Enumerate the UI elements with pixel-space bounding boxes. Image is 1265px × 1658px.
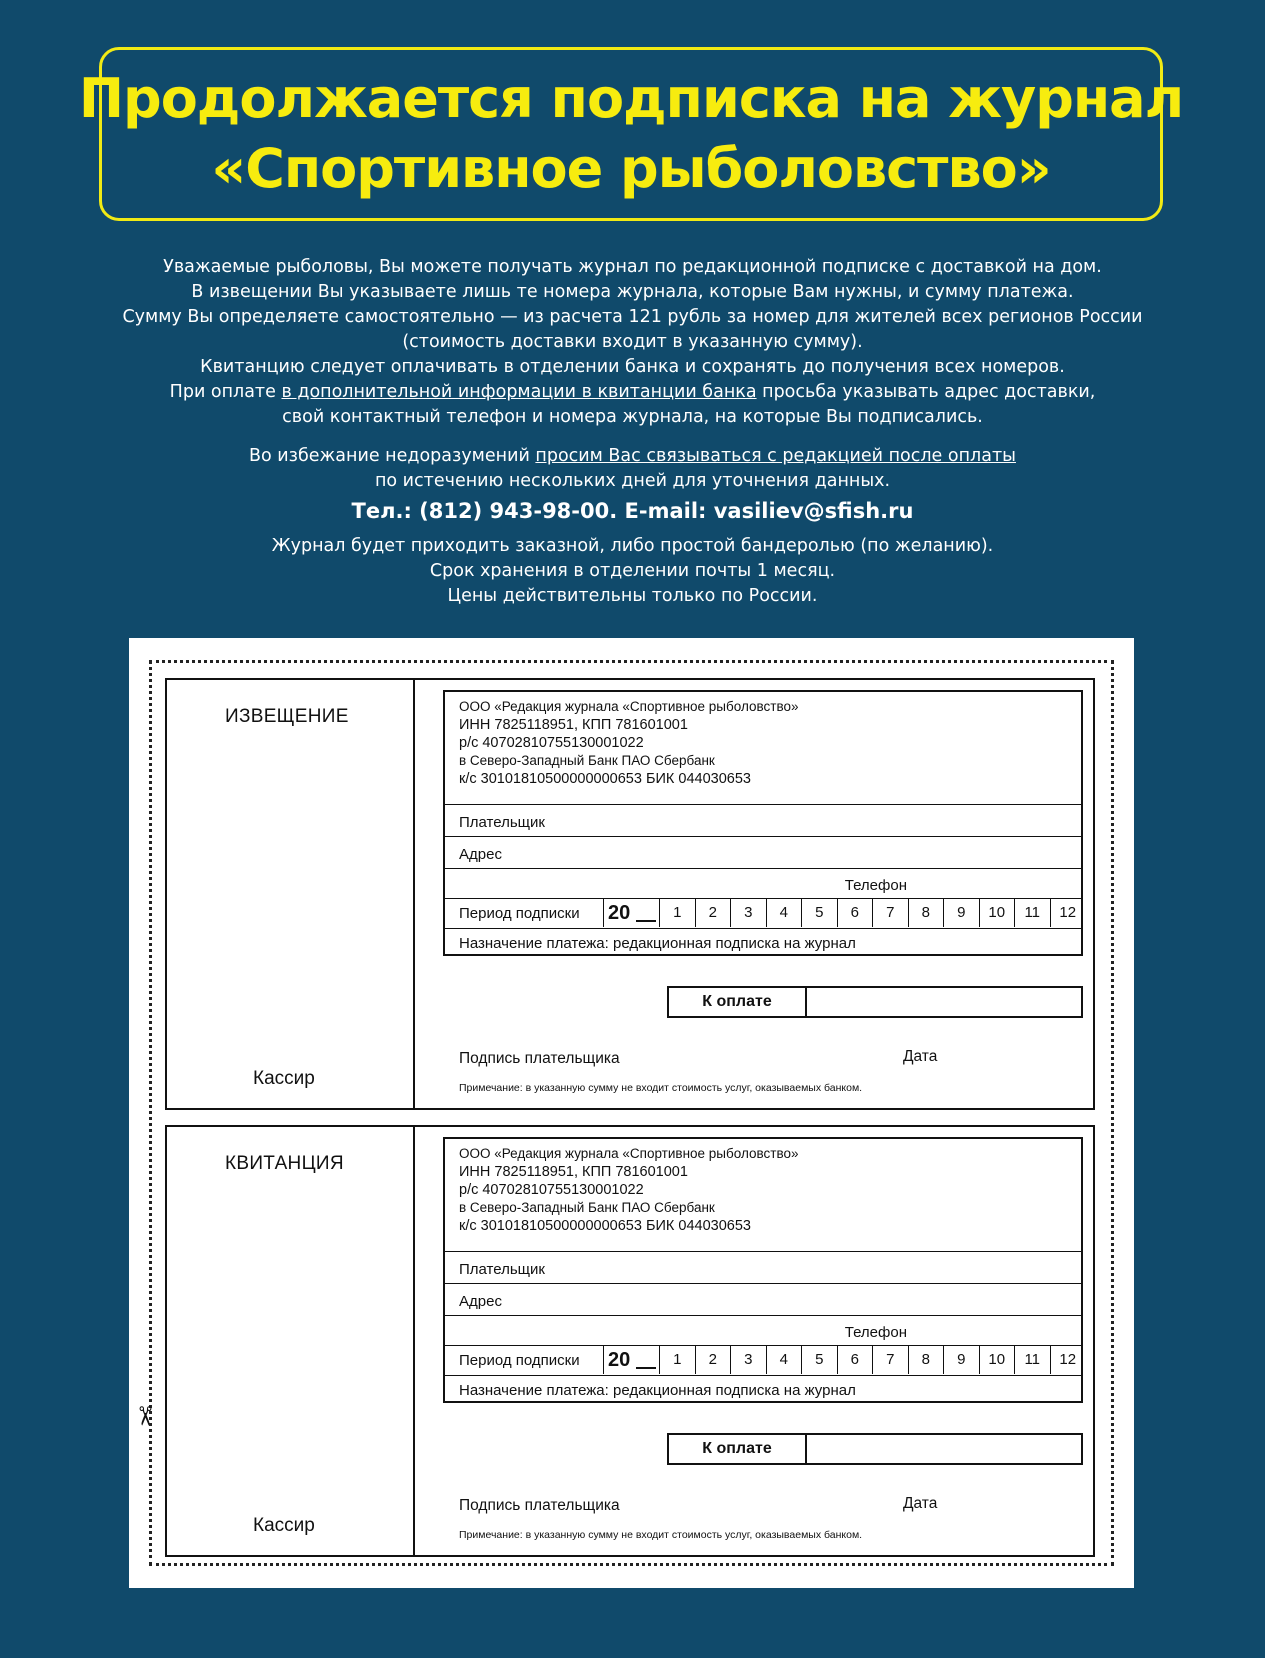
amount-box[interactable]: [667, 1433, 1083, 1465]
period-label: Период подписки: [459, 1352, 580, 1369]
month-cell-3[interactable]: 3: [730, 899, 766, 927]
notice-blank: [165, 678, 1095, 1110]
payment-details: [443, 1137, 1083, 1403]
intro-paragraph: Срок хранения в отделении почты 1 месяц.: [429, 561, 836, 581]
year-prefix: 20: [608, 902, 631, 924]
date-label: Дата: [903, 1048, 938, 1065]
intro-paragraph: Цены действительны только по России.: [447, 586, 818, 606]
intro-paragraph: свой контактный телефон и номера журнала, на которые Вы подписались.: [282, 407, 983, 427]
bank-line: р/с 40702810755130001022: [459, 735, 644, 751]
month-cell-1[interactable]: 1: [659, 899, 695, 927]
month-cell-12[interactable]: 12: [1050, 899, 1086, 927]
bank-line: ООО «Редакция журнала «Спортивное рыболовство»: [459, 1146, 799, 1161]
month-cell-5[interactable]: 5: [801, 899, 837, 927]
month-cell-7[interactable]: 7: [872, 899, 908, 927]
year-field[interactable]: [603, 899, 659, 927]
month-cell-6[interactable]: 6: [837, 899, 873, 927]
month-cell-4[interactable]: 4: [766, 1346, 802, 1374]
payer-label: Плательщик: [459, 1261, 545, 1278]
purpose-row: [445, 928, 1081, 958]
month-cell-12[interactable]: 12: [1050, 1346, 1086, 1374]
purpose-row: [445, 1375, 1081, 1405]
receipt-blank: [165, 1125, 1095, 1557]
bank-line: в Северо-Западный Банк ПАО Сбербанк: [459, 753, 715, 768]
address-field[interactable]: [445, 1283, 1081, 1315]
phone-label: Телефон: [844, 877, 907, 894]
period-row: [445, 898, 1081, 928]
intro-text-part: Во избежание недоразумений: [249, 446, 536, 466]
amount-label: К оплате: [669, 1435, 807, 1463]
period-label: Период подписки: [459, 905, 580, 922]
bank-requisites: [459, 698, 798, 788]
intro-paragraph: Журнал будет приходить заказной, либо простой бандеролью (по желанию).: [271, 536, 994, 556]
intro-paragraph: В извещении Вы указываете лишь те номера журнала, которые Вам нужны, и сумму платежа.: [191, 282, 1074, 302]
payer-label: Плательщик: [459, 814, 545, 831]
month-cell-6[interactable]: 6: [837, 1346, 873, 1374]
bank-info-note: в дополнительной информации в квитанции банка: [281, 382, 757, 402]
month-cell-11[interactable]: 11: [1014, 899, 1050, 927]
month-cell-8[interactable]: 8: [908, 899, 944, 927]
headline-box: [78, 47, 1184, 221]
month-cell-3[interactable]: 3: [730, 1346, 766, 1374]
month-cell-10[interactable]: 10: [979, 899, 1015, 927]
month-cell-9[interactable]: 9: [943, 899, 979, 927]
month-cell-10[interactable]: 10: [979, 1346, 1015, 1374]
signature-label: Подпись плательщика: [459, 1050, 620, 1067]
amount-label: К оплате: [669, 988, 807, 1016]
month-cell-11[interactable]: 11: [1014, 1346, 1050, 1374]
bank-line: ООО «Редакция журнала «Спортивное рыболовство»: [459, 699, 799, 714]
intro-paragraph: по истечению нескольких дней для уточнения данных.: [374, 471, 891, 491]
amount-box[interactable]: [667, 986, 1083, 1018]
date-label: Дата: [903, 1495, 938, 1512]
notice-title: ИЗВЕЩЕНИЕ: [225, 706, 349, 727]
bank-line: к/с 30101810500000000653 БИК 044030653: [459, 771, 751, 787]
bank-line: к/с 30101810500000000653 БИК 044030653: [459, 1218, 751, 1234]
payer-field[interactable]: [445, 1251, 1081, 1283]
intro-text-part: При оплате: [169, 382, 282, 402]
month-cell-2[interactable]: 2: [695, 899, 731, 927]
headline-line-2: «Спортивное рыболовство»: [211, 137, 1051, 200]
notice-left-column: [167, 680, 415, 1108]
bank-line: в Северо-Западный Банк ПАО Сбербанк: [459, 1200, 715, 1215]
address-field[interactable]: [445, 836, 1081, 868]
payment-form-sheet: [129, 638, 1134, 1588]
intro-paragraph: [40, 380, 1225, 405]
bank-line: ИНН 7825118951, КПП 781601001: [459, 717, 688, 733]
month-cell-4[interactable]: 4: [766, 899, 802, 927]
payer-field[interactable]: [445, 804, 1081, 836]
note-text: Примечание: в указанную сумму не входит стоимость услуг, оказываемых банком.: [459, 1082, 863, 1094]
phone-label: Телефон: [844, 1324, 907, 1341]
phone-field[interactable]: [445, 1315, 1081, 1345]
receipt-left-column: [167, 1127, 415, 1555]
month-cell-2[interactable]: 2: [695, 1346, 731, 1374]
month-cell-8[interactable]: 8: [908, 1346, 944, 1374]
intro-paragraph: [40, 444, 1225, 469]
headline-line-1: Продолжается подписка на журнал: [78, 67, 1184, 130]
bank-line: р/с 40702810755130001022: [459, 1182, 644, 1198]
cashier-label: Кассир: [253, 1068, 315, 1089]
receipt-title: КВИТАНЦИЯ: [225, 1153, 344, 1174]
month-cell-7[interactable]: 7: [872, 1346, 908, 1374]
month-cell-9[interactable]: 9: [943, 1346, 979, 1374]
address-label: Адрес: [459, 846, 502, 863]
intro-text: [40, 255, 1225, 609]
intro-paragraph: Квитанцию следует оплачивать в отделении банка и сохранять до получения всех номеров.: [200, 357, 1065, 377]
scissors-icon: ✂: [128, 1405, 159, 1427]
intro-paragraph: (стоимость доставки входит в указанную сумму).: [402, 332, 863, 352]
cashier-label: Кассир: [253, 1515, 315, 1536]
year-prefix: 20: [608, 1349, 631, 1371]
intro-paragraph: Сумму Вы определяете самостоятельно — из расчета 121 рубль за номер для жителей всех регионов России: [122, 307, 1143, 327]
month-cell-5[interactable]: 5: [801, 1346, 837, 1374]
contact-request-note: просим Вас связываться с редакцией после оплаты: [535, 446, 1016, 466]
address-label: Адрес: [459, 1293, 502, 1310]
payment-details: [443, 690, 1083, 956]
signature-label: Подпись плательщика: [459, 1497, 620, 1514]
month-cell-1[interactable]: 1: [659, 1346, 695, 1374]
phone-field[interactable]: [445, 868, 1081, 898]
purpose-label: Назначение платежа: редакционная подписка на журнал: [459, 935, 856, 952]
purpose-label: Назначение платежа: редакционная подписка на журнал: [459, 1382, 856, 1399]
period-row: [445, 1345, 1081, 1375]
contact-line: Тел.: (812) 943-98-00. E-mail: vasiliev@sfish.ru: [351, 499, 914, 523]
bank-line: ИНН 7825118951, КПП 781601001: [459, 1164, 688, 1180]
bank-requisites: [459, 1145, 798, 1235]
intro-text-part: просьба указывать адрес доставки,: [756, 382, 1096, 402]
intro-paragraph: Уважаемые рыболовы, Вы можете получать журнал по редакционной подписке с доставкой на дом.: [163, 257, 1102, 277]
year-field[interactable]: [603, 1346, 659, 1374]
note-text: Примечание: в указанную сумму не входит стоимость услуг, оказываемых банком.: [459, 1529, 863, 1541]
